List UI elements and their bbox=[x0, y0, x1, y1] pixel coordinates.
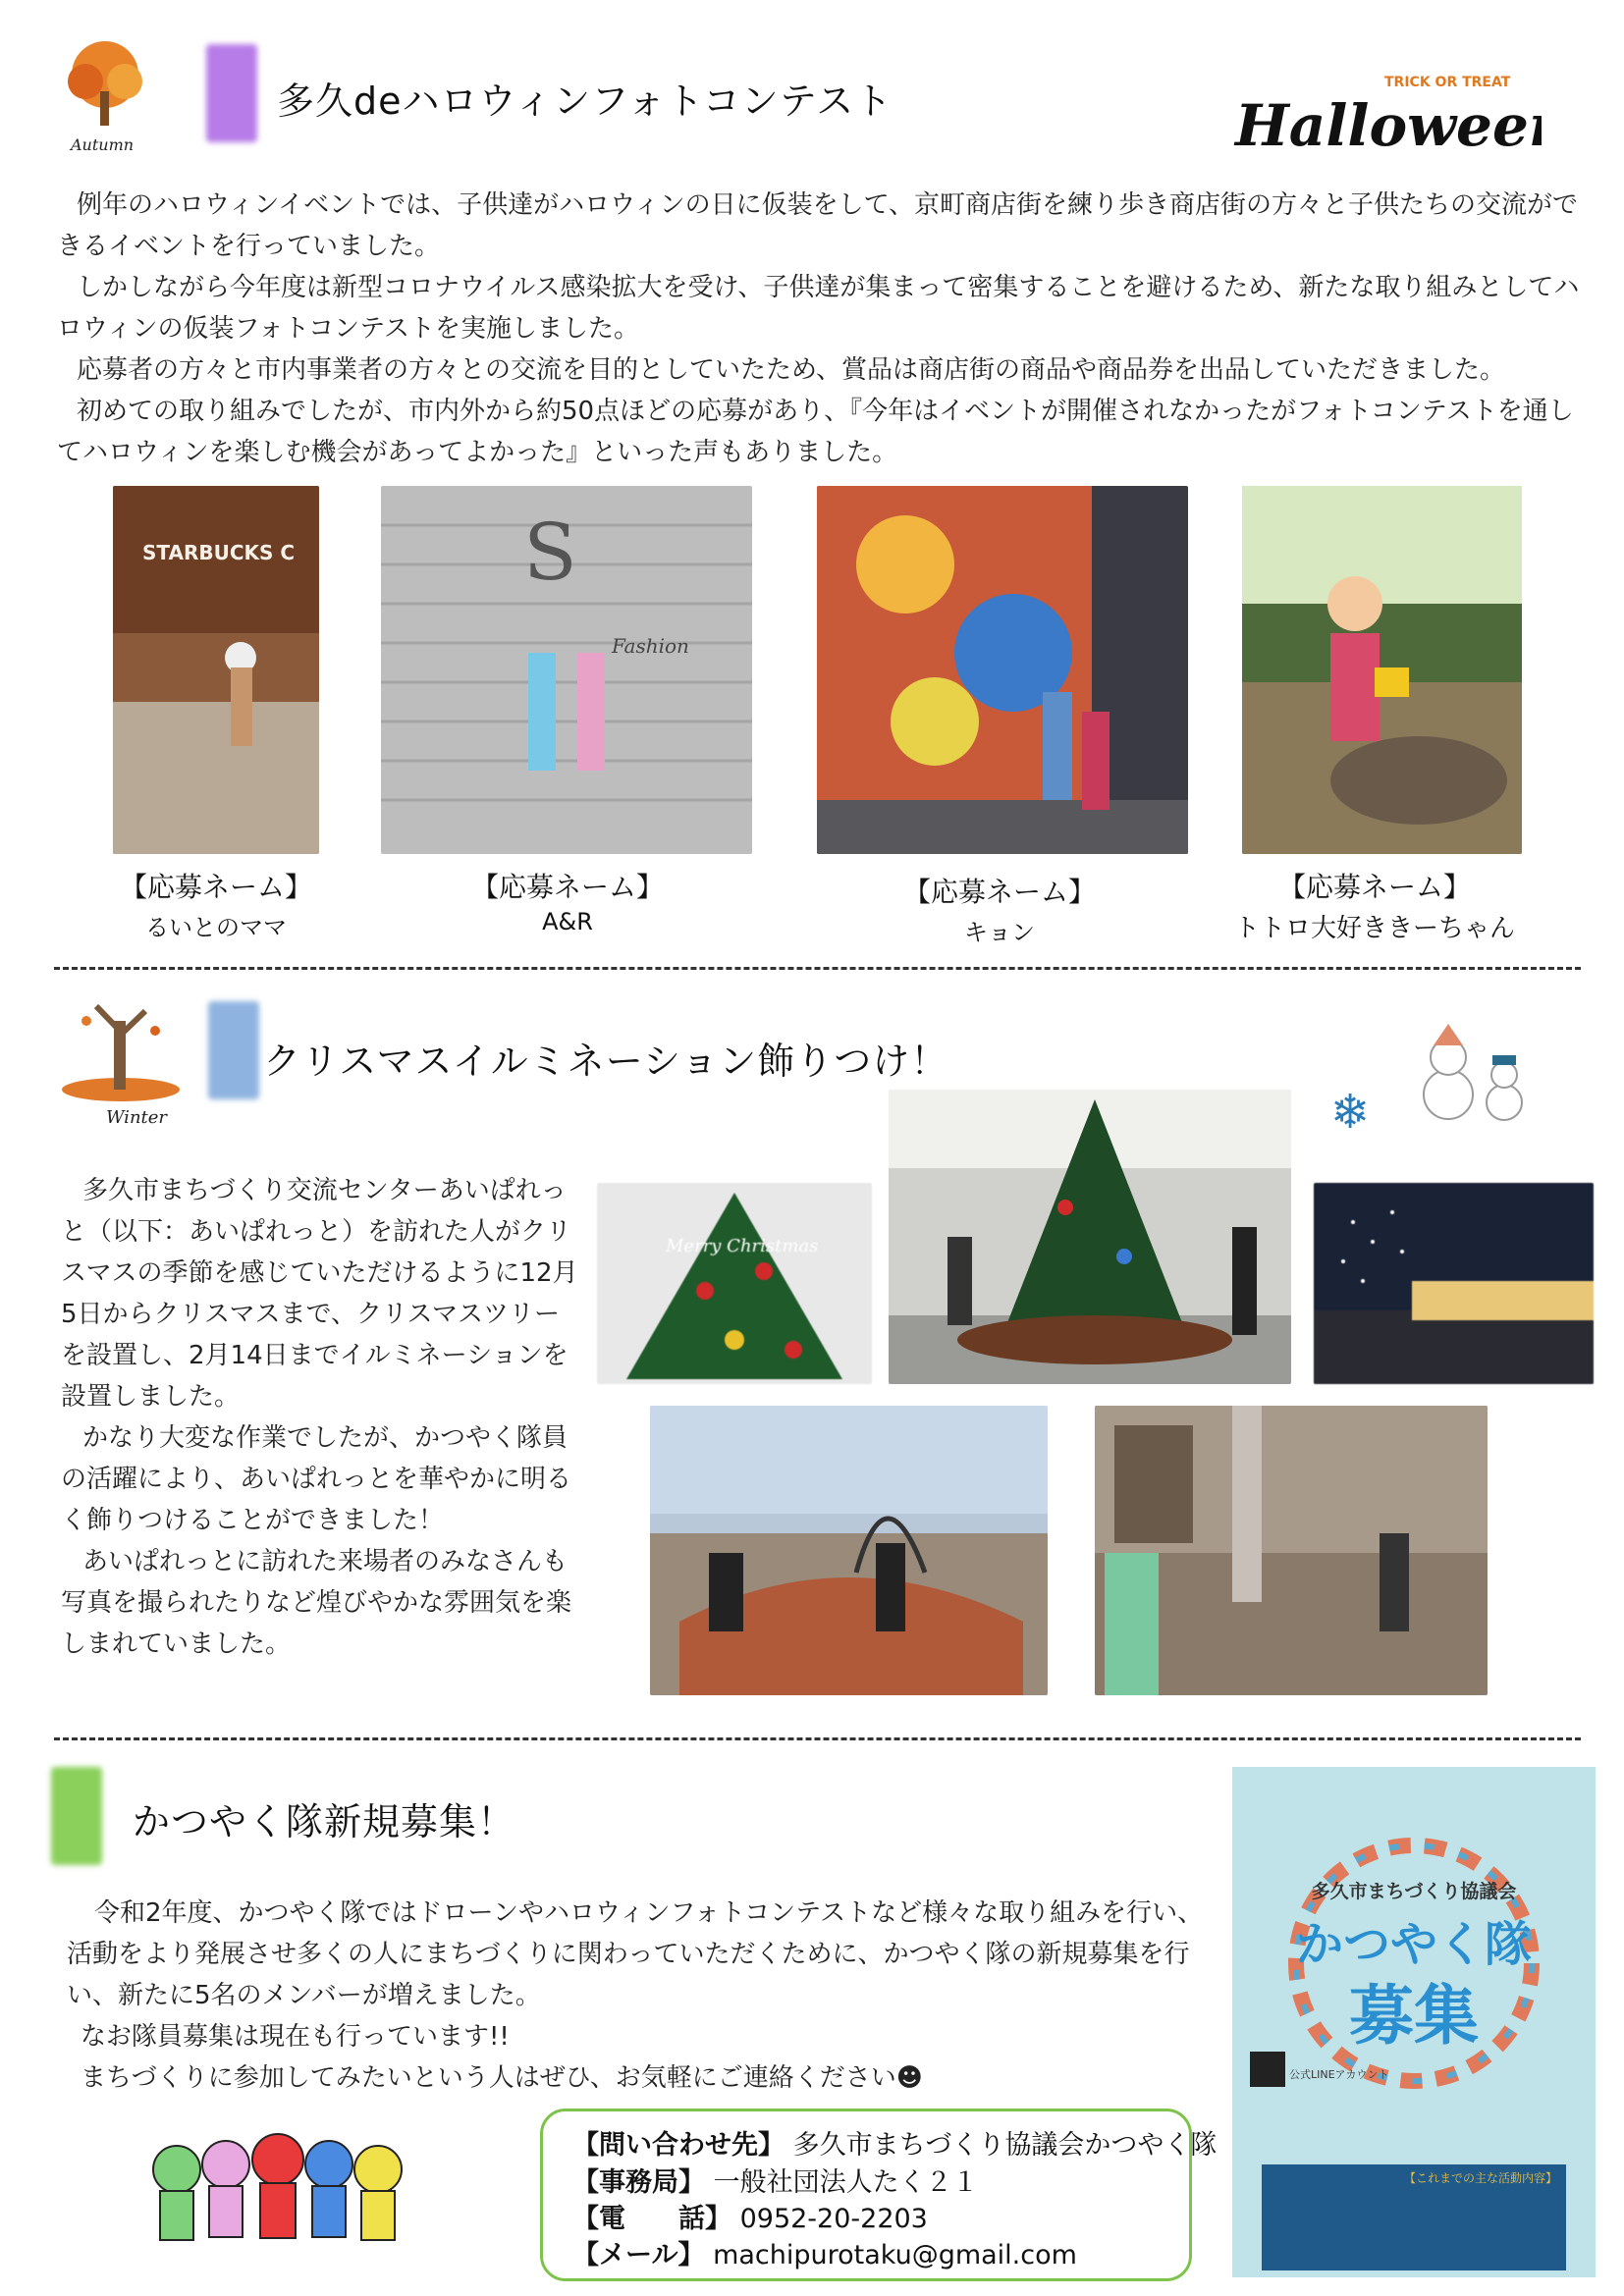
section2-paragraph-2: かなり大変な作業でしたが、かつやく隊員の活躍により、あいぱれっとを華やかに明るく飾りつけることができました！ bbox=[61, 1423, 572, 1535]
contact-mail-value[interactable]: machipurotaku@gmail.com bbox=[713, 2240, 1077, 2270]
poster-box-heading: 【これまでの主な活動内容】 bbox=[1404, 2171, 1558, 2185]
poster-org: 多久市まちづくり協議会 bbox=[1311, 1881, 1517, 1902]
contact-office-label: 【事務局】 bbox=[572, 2167, 705, 2198]
section1-paragraph-3: 応募者の方々と市内事業者の方々との交流を目的としていたため、賞品は商店街の商品や商品券を出品していただきました。 bbox=[77, 355, 1505, 385]
section3-paragraph-1: 令和2年度、かつやく隊ではドローンやハロウィンフォトコンテストなど様々な取り組みを行い、活動をより発展させ多くの人にまちづくりに関わっていただくために、かつやく隊の新規募集を行い、新たに5名のメンバーが増えました。 bbox=[67, 1898, 1204, 2010]
entry-2-name: A&R bbox=[542, 908, 593, 935]
contact-mail-label: 【メール】 bbox=[572, 2240, 705, 2270]
contact-office bbox=[572, 2161, 979, 2199]
svg-text:S: S bbox=[523, 507, 577, 598]
contact-office-value: 一般社団法人たく２１ bbox=[713, 2167, 979, 2198]
xmas-photo-sign: Merry Christmas bbox=[666, 1236, 819, 1256]
poster-title-2: 募集 bbox=[1349, 1978, 1479, 2054]
contest-photo-3 bbox=[817, 486, 1188, 854]
xmas-photo-building bbox=[1095, 1406, 1488, 1695]
section1-title: 多久deハロウィンフォトコンテスト bbox=[277, 80, 893, 123]
entry-3-tag: 【応募ネーム】 bbox=[902, 876, 1096, 908]
xmas-photo-tree bbox=[597, 1183, 872, 1384]
xmas-photo-group bbox=[889, 1090, 1291, 1384]
recruit-poster bbox=[1232, 1767, 1596, 2277]
contest-photo-4 bbox=[1242, 486, 1522, 854]
contact-phone bbox=[572, 2197, 928, 2235]
entry-2-tag: 【応募ネーム】 bbox=[470, 871, 664, 903]
section-divider-2 bbox=[54, 1737, 1581, 1740]
entry-1-name: るいとのママ bbox=[145, 914, 287, 941]
section2-paragraph-1: 多久市まちづくり交流センターあいぱれっと（以下：あいぱれっと）を訪れた人がクリスマスの季節を感じていただけるように12月5日からクリスマスまで、クリスマスツリーを設置し、2月14日までイルミネーションを設置しました。 bbox=[61, 1176, 578, 1412]
section2-accent-bar bbox=[208, 1001, 259, 1099]
autumn-badge-text: Autumn bbox=[71, 135, 135, 154]
ranger-mascots bbox=[142, 2130, 412, 2258]
contest-photo-1-sign: STARBUCKS C bbox=[142, 541, 296, 564]
section2-title: クリスマスイルミネーション飾りつけ！ bbox=[263, 1040, 949, 1083]
poster-line-label: 公式LINEアカウント bbox=[1289, 2068, 1389, 2081]
section1-paragraph-2: しかしながら今年度は新型コロナウイルス感染拡大を受け、子供達が集まって密集することを避けるため、新たな取り組みとしてハロウィンの仮装フォトコンテストを実施しました。 bbox=[57, 273, 1580, 344]
snowman-icon bbox=[1414, 1016, 1532, 1124]
contact-mail bbox=[572, 2233, 1077, 2271]
entry-4-name: トトロ大好ききーちゃん bbox=[1233, 914, 1515, 943]
section1-accent-bar bbox=[206, 44, 257, 142]
xmas-photo-arch bbox=[650, 1406, 1048, 1695]
winter-badge-text: Winter bbox=[106, 1107, 168, 1128]
contest-photo-2 bbox=[381, 486, 752, 854]
contact-inquiry bbox=[572, 2123, 1217, 2162]
halloween-logo bbox=[1227, 57, 1542, 165]
poster-title-1: かつやく隊 bbox=[1295, 1917, 1532, 1972]
section2-body bbox=[61, 1170, 579, 1665]
section1-paragraph-1: 例年のハロウィンイベントでは、子供達がハロウィンの日に仮装をして、京町商店街を練り歩き商店街の方々と子供たちの交流ができるイベントを行っていました。 bbox=[57, 190, 1579, 261]
contest-photo-2-sign: Fashion bbox=[612, 634, 689, 658]
contact-phone-label: 【電 話】 bbox=[572, 2204, 731, 2234]
section3-paragraph-2: なお隊員募集は現在も行っています!! bbox=[81, 2022, 510, 2052]
section2-paragraph-3: あいぱれっとに訪れた来場者のみなさんも写真を撮られたりなど煌びやかな雰囲気を楽しまれていました。 bbox=[61, 1547, 572, 1659]
contact-inquiry-label: 【問い合わせ先】 bbox=[572, 2130, 785, 2161]
contest-photo-1 bbox=[113, 486, 319, 854]
section1-paragraph-4: 初めての取り組みでしたが、市内外から約50点ほどの応募があり、『今年はイベントが開催されなかったがフォトコンテストを通してハロウィンを楽しむ機会があってよかった』といった声もありました。 bbox=[57, 397, 1574, 467]
snowflake-icon: ❄ bbox=[1330, 1085, 1371, 1140]
entry-4-tag: 【応募ネーム】 bbox=[1277, 871, 1471, 903]
section-divider-1 bbox=[54, 967, 1581, 970]
halloween-logo-text: Halloween bbox=[1235, 92, 1542, 159]
contact-phone-value[interactable]: 0952-20-2203 bbox=[739, 2204, 928, 2234]
section3-body bbox=[67, 1893, 1225, 2099]
entry-1-tag: 【応募ネーム】 bbox=[119, 871, 312, 903]
halloween-logo-subtext: TRICK OR TREAT bbox=[1384, 75, 1511, 90]
section3-paragraph-3: まちづくりに参加してみたいという人はぜひ、お気軽にご連絡ください☻ bbox=[81, 2063, 923, 2093]
xmas-photo-illumination bbox=[1314, 1183, 1594, 1384]
contact-box bbox=[540, 2109, 1218, 2281]
contact-inquiry-value: 多久市まちづくり協議会かつやく隊 bbox=[792, 2130, 1218, 2161]
entry-3-name: キョン bbox=[964, 919, 1035, 946]
section1-body bbox=[57, 185, 1589, 473]
autumn-tree-icon bbox=[51, 37, 159, 150]
section3-accent-bar bbox=[51, 1767, 102, 1865]
winter-tree-icon bbox=[47, 991, 194, 1104]
section3-title: かつやく隊新規募集！ bbox=[133, 1800, 516, 1843]
